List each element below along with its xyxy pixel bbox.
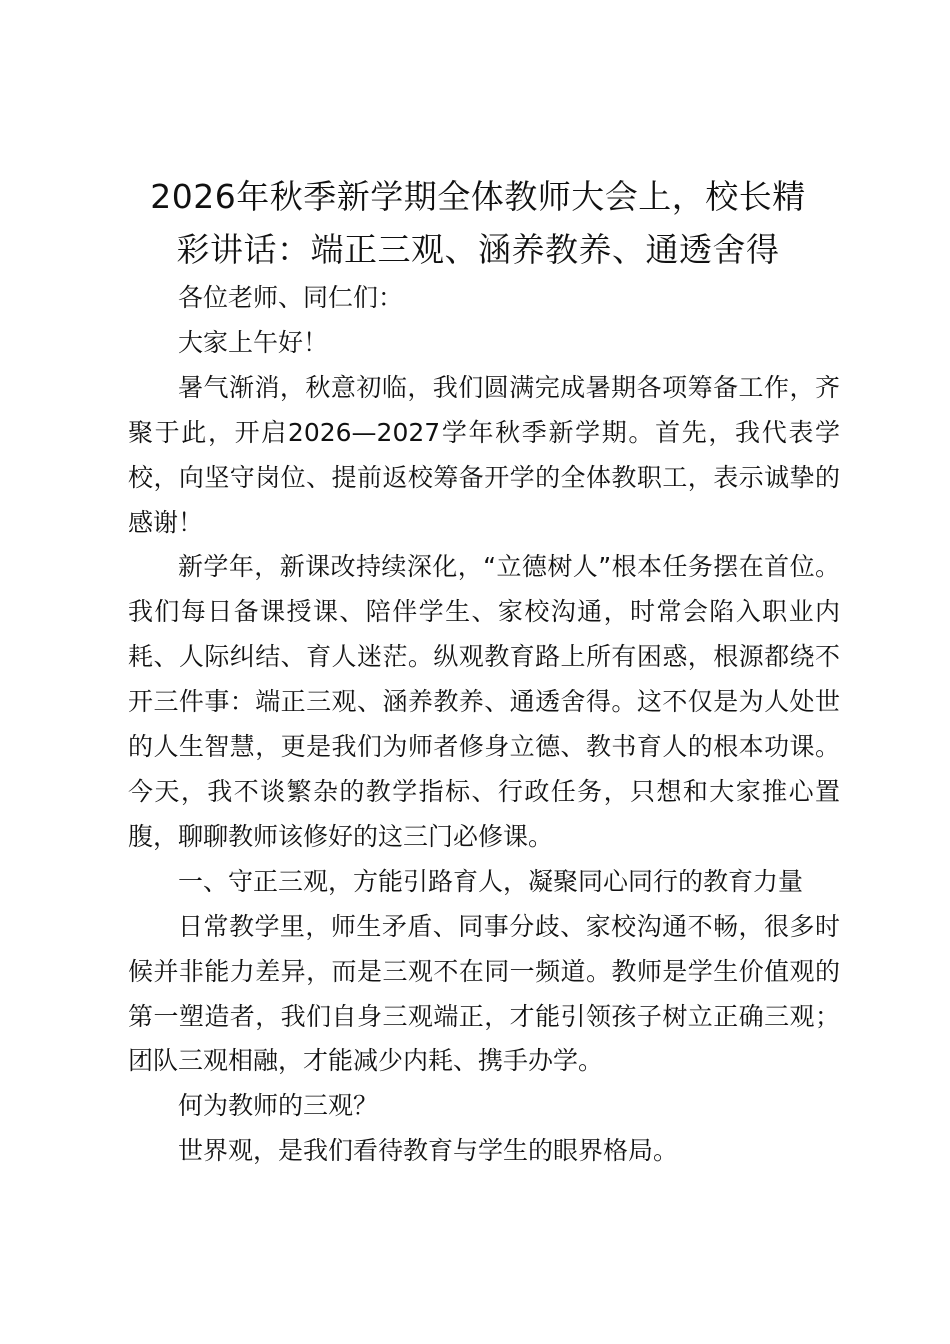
paragraph-introduction: 新学年，新课改持续深化，“立德树人”根本任务摆在首位。我们每日备课授课、陪伴学生、家校沟通，时常会陷入职业内耗、人际纠结、育人迷茫。纵观教育路上所有困惑，根源都绕不开三件事：端正三观、涵养教养、通透舍得。这不仅是为人处世的人生智慧，更是我们为师者修身立德、教书育人的根本功课。今天，我不谈繁杂的教学指标、行政任务，只想和大家推心置腹，聊聊教师该修好的这三门必修课。 <box>128 552 840 851</box>
document-title <box>118 170 838 276</box>
section-heading-1: 一、守正三观，方能引路育人，凝聚同心同行的教育力量 <box>178 866 804 896</box>
greeting: 大家上午好！ <box>178 327 329 357</box>
paragraph-question: 何为教师的三观？ <box>178 1091 379 1121</box>
document-body <box>128 276 840 1174</box>
title-line-1: 2026年秋季新学期全体教师大会上，校长精 <box>150 177 806 216</box>
paragraph-worldview: 世界观，是我们看待教育与学生的眼界格局。 <box>178 1136 679 1166</box>
paragraph-section-1: 日常教学里，师生矛盾、同事分歧、家校沟通不畅，很多时候并非能力差异，而是三观不在同一频道。教师是学生价值观的第一塑造者，我们自身三观端正，才能引领孩子树立正确三观；团队三观相融，才能减少内耗、携手办学。 <box>128 911 840 1076</box>
salutation: 各位老师、同仁们： <box>178 283 404 312</box>
paragraph-opening: 暑气渐消，秋意初临，我们圆满完成暑期各项筹备工作，齐聚于此，开启2026—2027学年秋季新学期。首先，我代表学校，向坚守岗位、提前返校筹备开学的全体教职工，表示诚挚的感谢！ <box>128 372 840 537</box>
title-line-2: 彩讲话：端正三观、涵养教养、通透舍得 <box>176 230 780 269</box>
